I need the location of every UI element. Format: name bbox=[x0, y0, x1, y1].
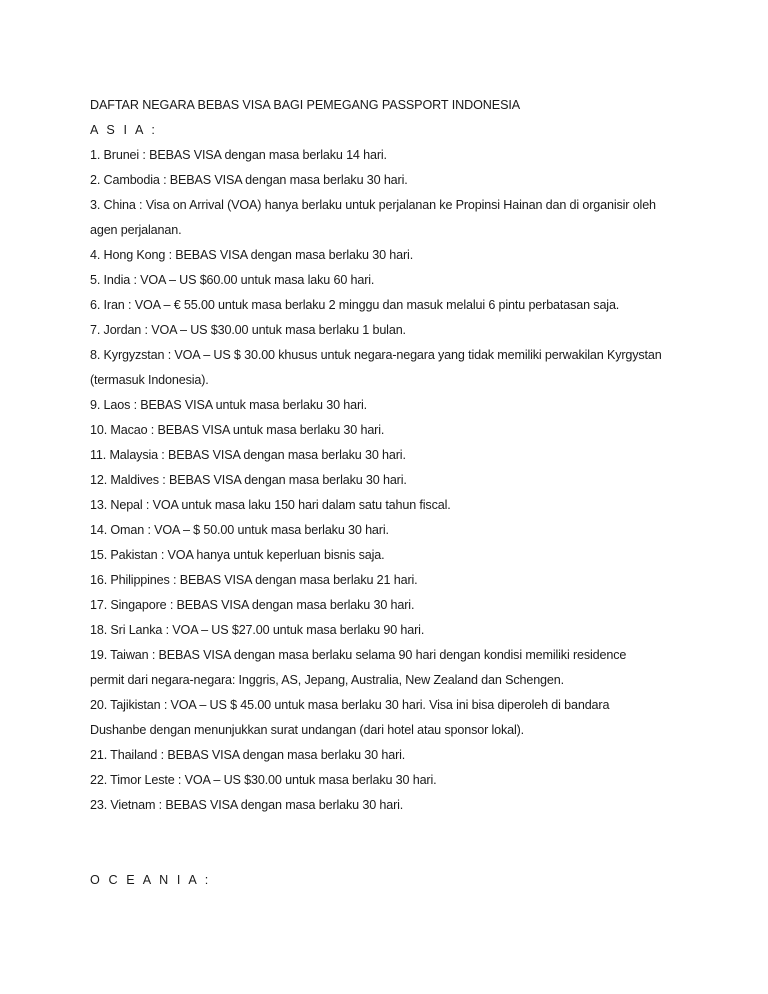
list-item-continuation: Dushanbe dengan menunjukkan surat undangan (dari hotel atau sponsor lokal). bbox=[90, 723, 525, 737]
list-item: 23. Vietnam : BEBAS VISA dengan masa berlaku 30 hari. bbox=[90, 798, 404, 812]
list-item: 19. Taiwan : BEBAS VISA dengan masa berlaku selama 90 hari dengan kondisi memiliki residence bbox=[90, 648, 627, 662]
section-heading-asia: A S I A : bbox=[90, 123, 158, 137]
list-item: 15. Pakistan : VOA hanya untuk keperluan bisnis saja. bbox=[90, 548, 385, 562]
list-item: 1. Brunei : BEBAS VISA dengan masa berlaku 14 hari. bbox=[90, 148, 387, 162]
list-item: 3. China : Visa on Arrival (VOA) hanya berlaku untuk perjalanan ke Propinsi Hainan dan di organisir oleh bbox=[90, 198, 656, 212]
list-item: 16. Philippines : BEBAS VISA dengan masa berlaku 21 hari. bbox=[90, 573, 418, 587]
list-item: 9. Laos : BEBAS VISA untuk masa berlaku 30 hari. bbox=[90, 398, 368, 412]
list-item: 10. Macao : BEBAS VISA untuk masa berlaku 30 hari. bbox=[90, 423, 385, 437]
list-item: 12. Maldives : BEBAS VISA dengan masa berlaku 30 hari. bbox=[90, 473, 407, 487]
list-item: 11. Malaysia : BEBAS VISA dengan masa berlaku 30 hari. bbox=[90, 448, 406, 462]
list-item: 13. Nepal : VOA untuk masa laku 150 hari dalam satu tahun fiscal. bbox=[90, 498, 451, 512]
list-item: 5. India : VOA – US $60.00 untuk masa laku 60 hari. bbox=[90, 273, 375, 287]
list-item: 21. Thailand : BEBAS VISA dengan masa berlaku 30 hari. bbox=[90, 748, 406, 762]
list-item: 7. Jordan : VOA – US $30.00 untuk masa berlaku 1 bulan. bbox=[90, 323, 406, 337]
list-item: 17. Singapore : BEBAS VISA dengan masa berlaku 30 hari. bbox=[90, 598, 415, 612]
list-item: 14. Oman : VOA – $ 50.00 untuk masa berlaku 30 hari. bbox=[90, 523, 389, 537]
document-title: DAFTAR NEGARA BEBAS VISA BAGI PEMEGANG PASSPORT INDONESIA bbox=[90, 98, 521, 112]
list-item: 22. Timor Leste : VOA – US $30.00 untuk masa berlaku 30 hari. bbox=[90, 773, 437, 787]
list-item-continuation: agen perjalanan. bbox=[90, 223, 182, 237]
list-item: 4. Hong Kong : BEBAS VISA dengan masa berlaku 30 hari. bbox=[90, 248, 414, 262]
list-item: 2. Cambodia : BEBAS VISA dengan masa berlaku 30 hari. bbox=[90, 173, 408, 187]
list-item-continuation: (termasuk Indonesia). bbox=[90, 373, 209, 387]
section-heading-oceania: O C E A N I A : bbox=[90, 873, 211, 887]
list-item-continuation: permit dari negara-negara: Inggris, AS, Jepang, Australia, New Zealand dan Schengen. bbox=[90, 673, 564, 687]
list-item: 6. Iran : VOA – € 55.00 untuk masa berlaku 2 minggu dan masuk melalui 6 pintu perbatasan saja. bbox=[90, 298, 620, 312]
list-item: 18. Sri Lanka : VOA – US $27.00 untuk masa berlaku 90 hari. bbox=[90, 623, 425, 637]
list-item: 8. Kyrgyzstan : VOA – US $ 30.00 khusus untuk negara-negara yang tidak memiliki perwakilan Kyrgystan bbox=[90, 348, 662, 362]
section-spacer bbox=[90, 821, 708, 871]
list-item: 20. Tajikistan : VOA – US $ 45.00 untuk masa berlaku 30 hari. Visa ini bisa diperoleh di bandara bbox=[90, 698, 610, 712]
